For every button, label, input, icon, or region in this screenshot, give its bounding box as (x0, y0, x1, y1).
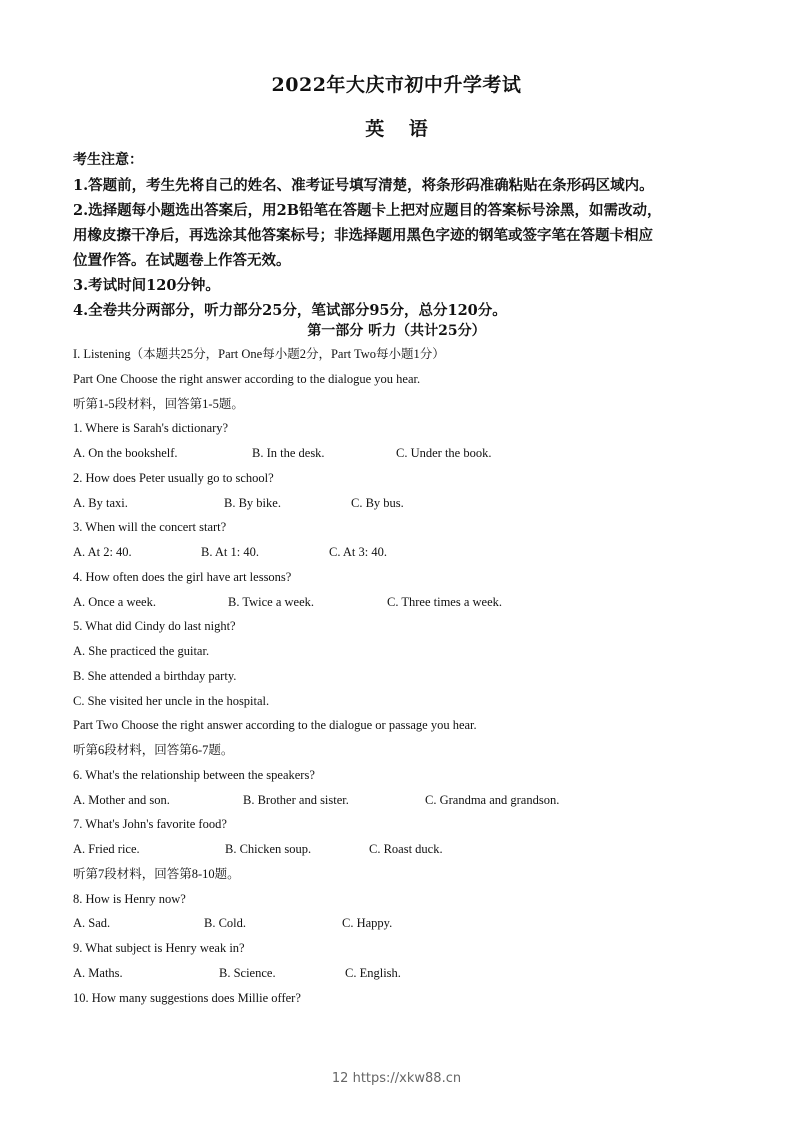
part-one-instruction: Part One Choose the right answer according to the dialogue you hear. (73, 371, 421, 386)
part-one-heading: 第一部分 听力（共计25分） (307, 323, 486, 339)
question-stem: 1. Where is Sarah's dictionary? (73, 421, 229, 436)
exam-title: 2022年大庆市初中升学考试 (271, 74, 522, 96)
question-stem: 2. How does Peter usually go to school? (73, 470, 274, 485)
question-stem: 9. What subject is Henry weak in? (73, 941, 245, 955)
option-b: B. Cold. (204, 916, 247, 931)
option-a: A. Mother and son. (73, 792, 170, 807)
subject-title: 英 语 (365, 118, 428, 140)
question-stem: 6. What's the relationship between the speakers? (73, 767, 315, 782)
options-row (73, 444, 733, 469)
option-a: A. Fried rice. (73, 842, 140, 856)
option-a: A. Sad. (73, 916, 111, 931)
question-stem: 4. How often does the girl have art lessons? (73, 569, 292, 584)
note-line: 位置作答。在试题卷上作答无效。 (73, 252, 291, 269)
option-c: C. At 3: 40. (329, 545, 387, 559)
option-c: C. Grandma and grandson. (425, 792, 560, 807)
option-a: A. On the bookshelf. (73, 446, 178, 460)
candidate-notes (73, 148, 723, 323)
note-line: 3.考试时间120分钟。 (73, 277, 220, 294)
question-stem: 8. How is Henry now? (73, 891, 186, 906)
question-stem: 5. What did Cindy do last night? (73, 619, 236, 634)
option-c: C. Happy. (342, 916, 393, 931)
option-a: A. Maths. (73, 965, 123, 980)
option-a: A. She practiced the guitar. (73, 644, 210, 658)
option-c: C. She visited her uncle in the hospital. (73, 693, 270, 708)
note-line: 2.选择题每小题选出答案后，用2B铅笔在答题卡上把对应题目的答案标号涂黑，如需改动， (73, 202, 662, 219)
options-row (73, 840, 733, 865)
options-row (73, 543, 733, 568)
option-a: A. Once a week. (73, 594, 156, 609)
options-row (73, 593, 733, 618)
section-intro: I. Listening（本题共25分，Part One每小题2分，Part Two每小题1分） (73, 347, 445, 361)
option-b: B. Chicken soup. (225, 842, 312, 856)
option-a: A. By taxi. (73, 495, 128, 510)
option-b: B. She attended a birthday party. (73, 668, 237, 683)
note-line: 用橡皮擦干净后，再选涂其他答案标号；非选择题用黑色字迹的钢笔或签字笔在答题卡相应 (73, 227, 653, 244)
page-footer: 12 https://xkw88.cn (331, 1071, 462, 1086)
option-c: C. Roast duck. (369, 842, 443, 856)
material-note: 听第7段材料，回答第8-10题。 (73, 866, 240, 881)
option-c: C. Three times a week. (387, 594, 503, 609)
material-note: 听第1-5段材料，回答第1-5题。 (73, 396, 244, 411)
option-c: C. English. (345, 965, 401, 980)
option-c: C. Under the book. (396, 446, 492, 460)
option-a: A. At 2: 40. (73, 545, 132, 559)
question-stem: 7. What's John's favorite food? (73, 817, 227, 832)
option-b: B. Science. (219, 965, 276, 980)
option-b: B. Twice a week. (228, 594, 315, 609)
options-row (73, 494, 733, 519)
option-c: C. By bus. (351, 495, 404, 510)
question-stem: 3. When will the concert start? (73, 520, 227, 535)
options-row (73, 964, 733, 989)
note-line: 1.答题前，考生先将自己的姓名、准考证号填写清楚，将条形码准确粘贴在条形码区域内。 (73, 177, 654, 194)
option-b: B. By bike. (224, 495, 281, 510)
note-line: 4.全卷共分两部分，听力部分25分，笔试部分95分，总分120分。 (73, 302, 507, 319)
options-row (73, 914, 733, 939)
option-b: B. At 1: 40. (201, 545, 259, 559)
option-b: B. Brother and sister. (243, 792, 349, 807)
part-two-instruction: Part Two Choose the right answer according to the dialogue or passage you hear. (73, 718, 477, 733)
question-stem: 10. How many suggestions does Millie offer? (73, 990, 301, 1005)
options-row (73, 791, 733, 816)
material-note: 听第6段材料，回答第6-7题。 (73, 743, 234, 757)
notes-heading: 考生注意： (73, 152, 143, 168)
listening-section (73, 345, 733, 1013)
option-b: B. In the desk. (252, 446, 325, 460)
